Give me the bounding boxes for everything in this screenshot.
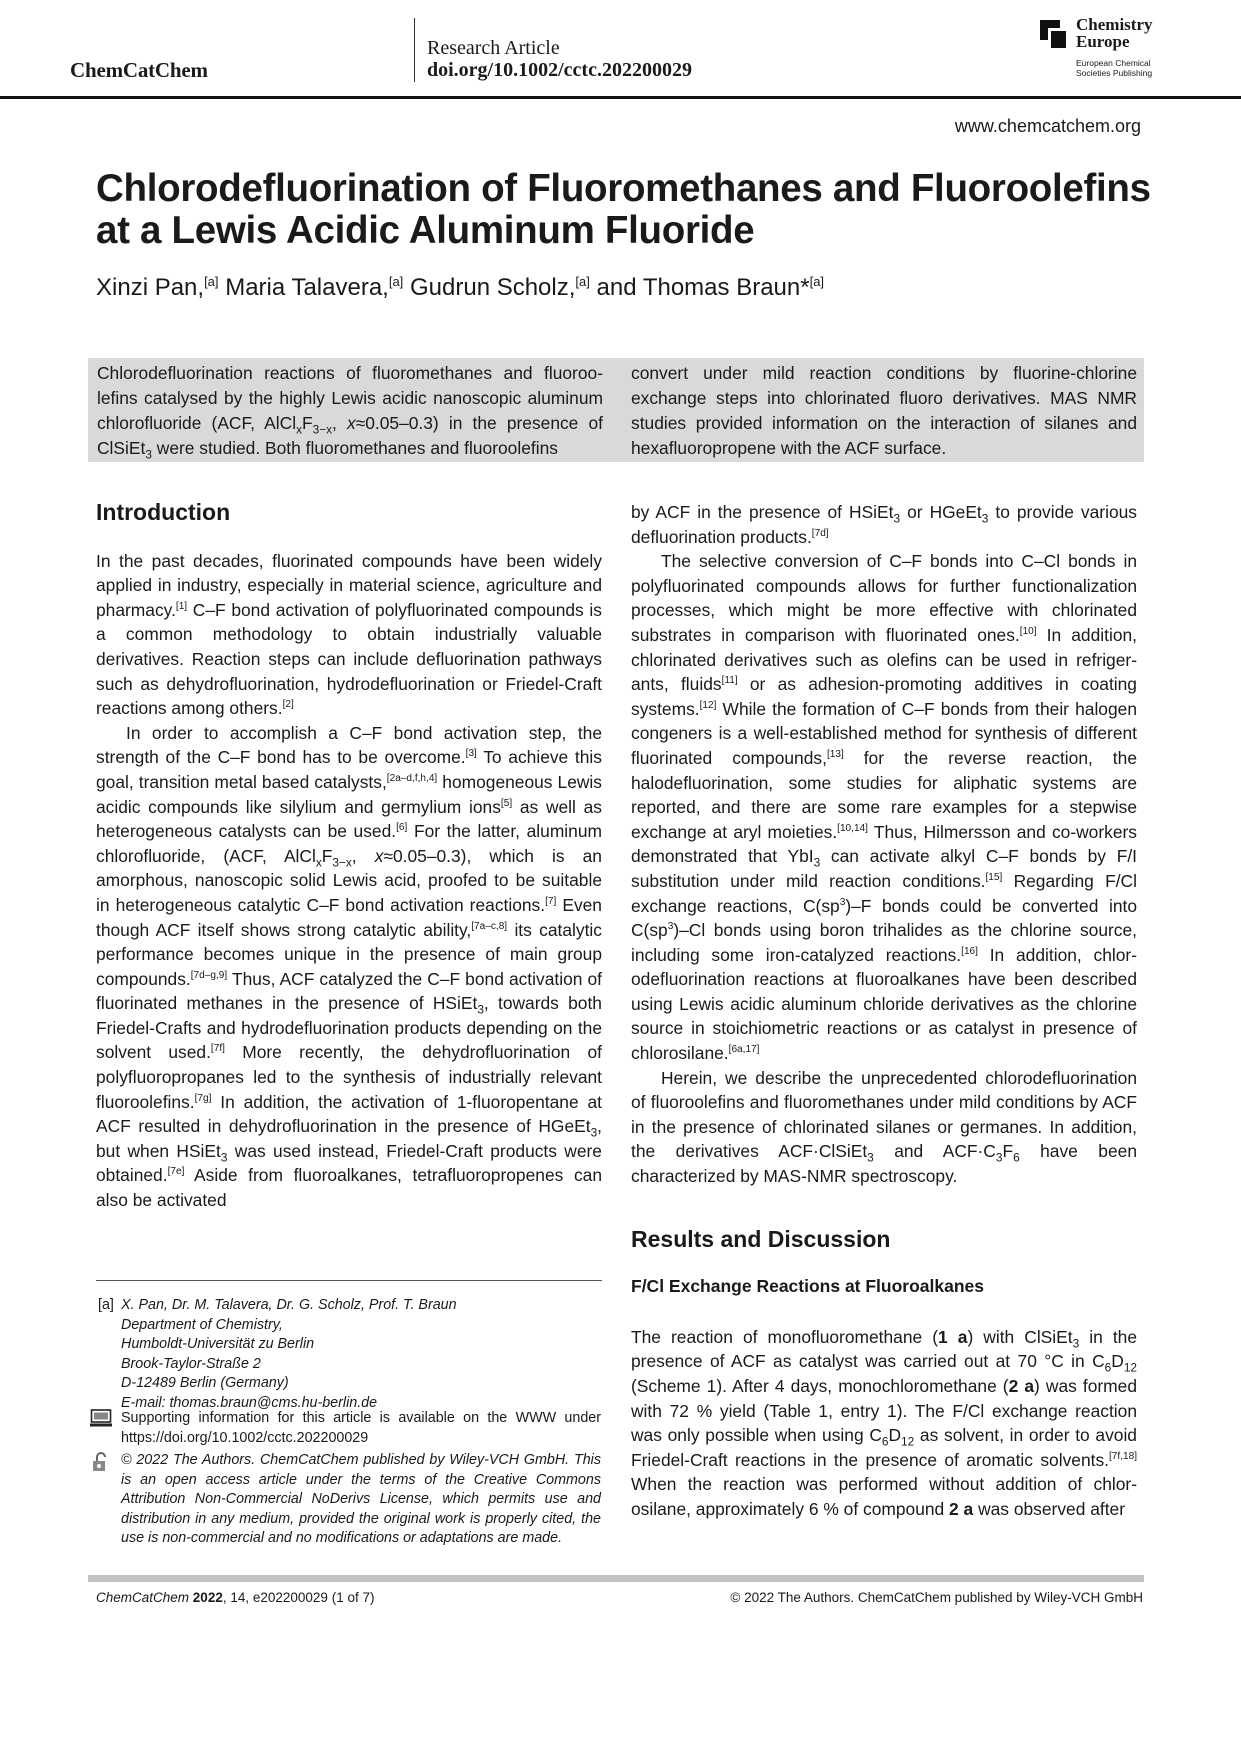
author-affiliation-mark: [a] xyxy=(575,274,590,289)
paragraph: In the past decades, fluorinated compounds have been widely applied in industry, especially in material science, agriculture and pharmacy.[1] C–F bond activation of polyfluorinated compounds is a common methodology to obtain industrially valuable derivatives. Reaction steps can include defluorination pathways such as dehydrofluorination, hydrodefluorination or Friedel-Craft reactions among others.[2] xyxy=(96,550,602,719)
author-email[interactable]: E-mail: thomas.braun@cms.hu-berlin.de xyxy=(121,1394,378,1411)
body-column-right xyxy=(631,500,1137,1522)
affiliation-line: Department of Chemistry, xyxy=(121,1316,283,1333)
title-line-1: Chlorodefluorination of Fluoromethanes and Fluoroolefins xyxy=(96,167,1151,210)
affiliation-line: Humboldt-Universität zu Berlin xyxy=(121,1336,315,1352)
affiliation-line: D-12489 Berlin (Germany) xyxy=(121,1375,289,1391)
footnote-rule xyxy=(96,1280,602,1281)
section-heading-results: Results and Discussion xyxy=(631,1225,891,1252)
footer-year: 2022 xyxy=(192,1590,223,1605)
paragraph: by ACF in the presence of HSiEt$_3$ or HGeEt$_3$ to provide various defluorination products.[7d] xyxy=(631,502,1137,547)
header-rule xyxy=(0,96,1241,99)
paragraph: The reaction of monofluoromethane (1 a) with ClSiEt$_3$ in the presence of ACF as catalyst was carried out at 70 °C in $C_6D_{12}$ (Scheme 1). After 4 days, monochloromethane (2 a) was formed with 72 % yield (Table 1, entry 1). The F/Cl exchange reaction was only possible when using $C_6D_{12}$ as solvent, in order to avoid Friedel-Craft reactions in the presence of aromatic solvents.[7f,18] When the reaction was performed without addition of chlorosilane, approximately 6 % of compound 2 a was observed after xyxy=(631,1326,1138,1519)
open-access-license-note: © 2022 The Authors. ChemCatChem published by Wiley-VCH GmbH. This is an open access article under the terms of the Creative Commons Attribution Non-Commercial NoDerivs License, which permits use and distribution in any medium, provided the original work is properly cited, the use is non-commercial and no modifications or adaptations are made. xyxy=(121,1452,601,1546)
affiliation-line: X. Pan, Dr. M. Talavera, Dr. G. Scholz, Prof. T. Braun xyxy=(121,1297,457,1313)
computer-monitor-icon xyxy=(90,1409,112,1427)
author-affiliation-mark: [a] xyxy=(388,274,404,289)
publisher-name-line-1: Chemistry xyxy=(1076,15,1153,34)
title-line-2: at a Lewis Acidic Aluminum Fluoride xyxy=(96,209,755,252)
footer-volume-pages: , 14, e202200029 (1 of 7) xyxy=(222,1590,375,1605)
supporting-information-note[interactable]: Supporting information for this article is available on the WWW under https://doi.org/10.1002/cctc.202200029 xyxy=(121,1410,601,1446)
subsection-heading: F/Cl Exchange Reactions at Fluoroalkanes xyxy=(631,1276,985,1297)
footer-journal: ChemCatChem xyxy=(96,1590,190,1605)
header-divider xyxy=(414,18,415,82)
affiliation-line: Brook-Taylor-Straße 2 xyxy=(121,1355,261,1372)
affiliation-block xyxy=(121,1296,601,1413)
author-name: Maria Talavera, xyxy=(225,274,389,301)
article-type: Research Article xyxy=(427,37,560,59)
author-affiliation-mark: [a] xyxy=(204,274,219,289)
author-name: Xinzi Pan, xyxy=(96,274,205,301)
footer-bar xyxy=(88,1575,1144,1582)
author-affiliation-mark: [a] xyxy=(809,274,825,289)
paragraph: In order to accomplish a C–F bond activation step, the strength of the C–F bond has to be overcome.[3] To achieve this goal, transition metal based catalysts,[2a–d,f,h,4] homogeneous Lewis acidic compounds like silylium and germylium ions[5] as well as heterogeneous catalysts can be used.[6] For the latter, aluminum chlorofluoride, (ACF, $AlCl_xF_{3-x}$, x≈0.05–0.3), which is an amorphous, nanoscopic solid Lewis acid, proofed to be suitable in heterogeneous catalytic C–F bond activation reactions.[7] Even though ACF itself shows strong catalytic ability,[7a–c,8] its catalytic performance becomes unique in the presence of main group compounds.[7d–g,9] Thus, ACF catalyzed the C–F bond activation of fluorinated methanes in the presence of HSiEt$_3$, towards both Friedel-Crafts and hydrodefluorination products depending on the solvent used.[7f] More recently, the dehydrofluorination of polyfluoropropanes led to the synthesis of industrially relevant fluoroolefins.[7g] In addition, the activation of 1-fluoropentane at ACF resulted in dehydrofluorination in the presence of HGeEt$_3$, but when HSiEt$_3$ was used instead, Friedel-Craft products were obtained.[7e] Aside from fluoroalkanes, tetrafluoropropenes can also be activated xyxy=(96,722,602,1211)
author-list xyxy=(96,274,824,302)
open-access-lock-icon xyxy=(92,1452,110,1472)
author-name: and Thomas Braun* xyxy=(596,274,810,301)
paragraph: The selective conversion of C–F bonds into C–Cl bonds in polyfluorinated compounds allows for further functionalization processes, which might be more effective with chlorinated substrates in comparison with fluorinated ones.[10] In addition, chlorinated derivatives such as olefins can be used in refrigerants, fluids[11] or as adhesion-promoting additives in coating systems.[12] While the formation of C–F bonds from their halogen congeners is a well-established method for synthesis of different fluorinated compounds,[13] for the reverse reaction, the halodefluorination, some studies for aliphatic systems are reported, and there are some rare examples for a stepwise exchange at aryl moieties.[10,14] Thus, Hilmersson and co-workers demonstrated that YbI$_3$ can activate alkyl C–F bonds by F/I substitution under mild reaction conditions.[15] Regarding F/Cl exchange reactions, $C(sp^3)-F$ bonds could be converted into $C(sp^3)-Cl$ bonds using boron trihalides as the chlorine source, including some iron-catalyzed reactions.[16] In addition, chlorodefluorination reactions at fluoroalkanes have been described using Lewis acidic aluminum chloride derivatives as the chlorine source in stoichiometric reactions or as catalyst in presence of chlorosilane.[6a,17] xyxy=(631,551,1138,1064)
article-title xyxy=(96,168,1156,252)
publisher-logo[interactable] xyxy=(1040,16,1170,82)
publisher-subtitle-line-1: European Chemical xyxy=(1076,58,1151,68)
body-column-left xyxy=(96,500,602,1213)
affiliation-label: [a] xyxy=(98,1297,114,1313)
article-doi-link[interactable]: doi.org/10.1002/cctc.202200029 xyxy=(427,59,692,81)
publisher-subtitle xyxy=(1076,58,1152,78)
footer-citation xyxy=(96,1590,374,1605)
abstract-text-right: convert under mild reaction conditions by fluorine-chlorine exchange steps into chlorinated fluoro derivatives. MAS NMR studies provided information on the interaction of silanes and hexafluoropropene with the ACF surface. xyxy=(631,363,1137,458)
footer-copyright: © 2022 The Authors. ChemCatChem published by Wiley-VCH GmbH xyxy=(730,1590,1143,1605)
abstract-box xyxy=(88,358,1144,462)
author-name: Gudrun Scholz, xyxy=(409,274,576,301)
chemistry-europe-logo-icon xyxy=(1040,20,1068,50)
paragraph: Herein, we describe the unprecedented chlorodefluorination of fluoroolefins and fluoromethanes under mild conditions by ACF in the presence of chlorinated silanes or germanes. In addition, the derivatives ACF·ClSiEt$_3$ and $ACF\cdot C_3F_6$ have been characterized by MAS-NMR spectroscopy. xyxy=(631,1067,1137,1187)
publisher-subtitle-line-2: Societies Publishing xyxy=(1076,68,1153,78)
publisher-name-line-2: Europe xyxy=(1076,32,1130,51)
abstract-text-left: Chlorodefluorination reactions of fluoromethanes and fluoroolefins catalysed by the highly Lewis acidic nanoscopic aluminum chlorofluoride (ACF, $AlCl_xF_{3-x}$, x≈0.05–0.3) in the presence of ClSiEt$_3$ were studied. Both fluoromethanes and fluoroolefins xyxy=(97,363,603,462)
journal-website-link[interactable]: www.chemcatchem.org xyxy=(954,116,1141,136)
journal-name: ChemCatChem xyxy=(70,58,208,82)
publisher-name xyxy=(1076,16,1152,50)
section-heading-introduction: Introduction xyxy=(96,499,231,525)
